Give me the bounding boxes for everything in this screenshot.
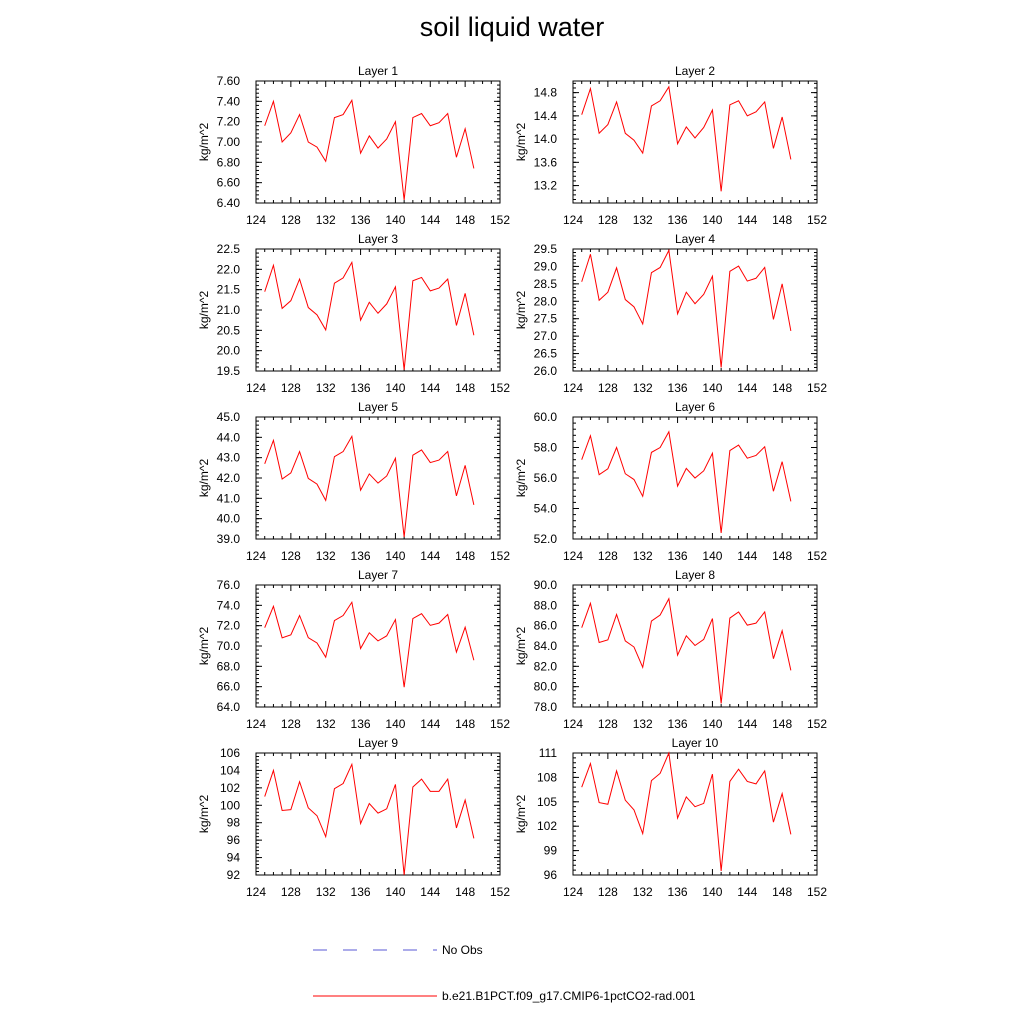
y-tick-label: 45.0 [216,410,240,424]
x-tick-label: 136 [350,213,371,227]
x-tick-label: 128 [597,885,618,899]
y-tick-label: 27.5 [533,311,557,326]
y-tick-label: 7.00 [216,135,240,149]
y-tick-label: 88.0 [533,598,557,613]
y-axis-label: kg/m^2 [197,458,211,498]
y-tick-label: 7.60 [216,74,240,88]
x-tick-label: 152 [489,213,511,227]
x-tick-label: 128 [280,381,301,395]
y-tick-label: 19.5 [216,364,240,378]
x-tick-label: 124 [245,717,267,731]
plot-frame [256,417,500,539]
series-line [265,436,474,537]
x-tick-label: 152 [489,549,511,563]
x-tick-label: 132 [632,549,653,563]
y-tick-label: 26.5 [533,346,557,361]
x-tick-label: 144 [420,717,441,731]
y-tick-label: 6.80 [216,155,240,170]
x-tick-label: 136 [350,885,371,899]
x-tick-label: 128 [280,549,301,563]
y-axis-label: kg/m^2 [514,626,528,666]
y-tick-label: 92 [226,868,240,882]
y-tick-label: 99 [543,843,557,858]
x-tick-label: 136 [350,549,371,563]
x-tick-label: 124 [245,213,267,227]
x-tick-label: 124 [562,549,584,563]
x-tick-label: 152 [806,885,828,899]
x-tick-label: 132 [315,885,336,899]
legend-label: No Obs [442,943,483,957]
x-tick-label: 152 [806,549,828,563]
y-tick-label: 66.0 [216,679,240,694]
panel-title: Layer 5 [357,400,399,414]
y-tick-label: 22.5 [216,242,240,256]
x-tick-label: 144 [737,381,758,395]
x-tick-label: 132 [315,549,336,563]
y-tick-label: 78.0 [533,700,557,714]
y-tick-label: 39.0 [216,532,240,546]
panel-title: Layer 2 [674,64,716,78]
x-tick-label: 148 [455,381,476,395]
x-tick-label: 152 [806,213,828,227]
y-tick-label: 60.0 [533,410,557,424]
x-tick-label: 140 [702,885,723,899]
x-tick-label: 124 [562,717,584,731]
y-tick-label: 96 [226,833,240,848]
x-tick-label: 124 [245,381,267,395]
y-tick-label: 21.5 [216,282,240,297]
figure-title: soil liquid water [419,12,605,42]
x-tick-label: 132 [632,381,653,395]
panel-layer-8 [514,568,827,731]
y-tick-label: 102 [219,780,240,795]
y-axis-label: kg/m^2 [197,290,211,330]
plot-frame [573,753,817,875]
x-tick-label: 128 [597,717,618,731]
x-tick-label: 144 [420,885,441,899]
y-tick-label: 64.0 [216,700,240,714]
y-tick-label: 14.8 [533,85,557,100]
y-tick-label: 6.60 [216,175,240,190]
x-tick-label: 144 [420,381,441,395]
plot-frame [256,585,500,707]
plot-frame [256,81,500,203]
x-tick-label: 148 [772,381,793,395]
y-tick-label: 100 [219,798,240,813]
y-tick-label: 96 [543,868,557,882]
y-tick-label: 14.4 [533,108,557,123]
x-tick-label: 124 [562,885,584,899]
panel-layer-5 [197,400,510,563]
x-tick-label: 148 [772,213,793,227]
series-line [582,753,791,871]
y-tick-label: 90.0 [533,578,557,592]
y-tick-label: 86.0 [533,618,557,633]
panel-title: Layer 4 [674,232,716,246]
series-line [582,599,791,704]
y-tick-label: 98 [226,815,240,830]
y-tick-label: 14.0 [533,132,557,147]
y-tick-label: 29.5 [533,242,557,256]
x-tick-label: 136 [667,717,688,731]
y-axis-label: kg/m^2 [197,122,211,162]
x-tick-label: 124 [245,549,267,563]
panel-title: Layer 8 [674,568,716,582]
panel-title: Layer 3 [357,232,399,246]
y-tick-label: 41.0 [216,491,240,506]
series-line [265,262,474,369]
panel-title: Layer 10 [671,736,719,750]
x-tick-label: 140 [385,549,406,563]
x-tick-label: 144 [737,885,758,899]
panel-title: Layer 6 [674,400,716,414]
y-axis-label: kg/m^2 [197,794,211,834]
x-tick-label: 152 [806,717,828,731]
y-tick-label: 105 [536,794,557,809]
y-tick-label: 40.0 [216,511,240,526]
x-tick-label: 140 [385,213,406,227]
y-tick-label: 108 [536,770,557,785]
x-tick-label: 144 [737,213,758,227]
plot-frame [573,81,817,203]
legend [313,943,696,1003]
x-tick-label: 132 [632,885,653,899]
x-tick-label: 148 [772,885,793,899]
y-tick-label: 58.0 [533,440,557,455]
y-tick-label: 76.0 [216,578,240,592]
y-tick-label: 42.0 [216,471,240,485]
y-tick-label: 43.0 [216,450,240,465]
x-tick-label: 152 [489,381,511,395]
y-tick-label: 28.5 [533,276,557,291]
x-tick-label: 148 [455,885,476,899]
x-tick-label: 140 [702,213,723,227]
panel-layer-7 [197,568,510,731]
y-tick-label: 13.6 [533,155,557,170]
x-tick-label: 136 [667,381,688,395]
y-tick-label: 26.0 [533,364,557,378]
panel-title: Layer 9 [357,736,399,750]
y-axis-label: kg/m^2 [514,458,528,498]
x-tick-label: 128 [597,213,618,227]
panel-title: Layer 1 [357,64,399,78]
panel-layer-1 [197,64,510,227]
series-line [582,250,791,367]
x-tick-label: 128 [280,885,301,899]
x-tick-label: 140 [702,381,723,395]
panel-layer-2 [514,64,827,227]
x-tick-label: 136 [667,549,688,563]
y-tick-label: 56.0 [533,471,557,485]
series-line [265,764,474,875]
y-tick-label: 22.0 [216,262,240,277]
x-tick-label: 140 [385,381,406,395]
x-tick-label: 136 [350,381,371,395]
x-tick-label: 140 [702,549,723,563]
y-tick-label: 74.0 [216,598,240,613]
x-tick-label: 152 [489,717,511,731]
y-tick-label: 7.40 [216,94,240,109]
x-tick-label: 136 [667,213,688,227]
x-tick-label: 128 [280,213,301,227]
panel-layer-6 [514,400,827,563]
y-tick-label: 52.0 [533,532,557,546]
y-tick-label: 6.40 [216,196,240,210]
y-tick-label: 68.0 [216,659,240,674]
legend-label: b.e21.B1PCT.f09_g17.CMIP6-1pctCO2-rad.001 [442,989,696,1003]
y-tick-label: 80.0 [533,679,557,694]
x-tick-label: 148 [455,717,476,731]
x-tick-label: 128 [597,381,618,395]
x-tick-label: 152 [489,885,511,899]
x-tick-label: 140 [702,717,723,731]
x-tick-label: 140 [385,885,406,899]
y-axis-label: kg/m^2 [197,626,211,666]
x-tick-label: 144 [737,717,758,731]
y-tick-label: 27.0 [533,329,557,344]
y-tick-label: 111 [538,746,557,760]
x-tick-label: 148 [772,717,793,731]
series-line [265,602,474,687]
y-tick-label: 102 [536,819,557,834]
x-tick-label: 136 [350,717,371,731]
y-tick-label: 104 [219,763,240,778]
y-tick-label: 84.0 [533,639,557,653]
x-tick-label: 144 [420,213,441,227]
y-tick-label: 29.0 [533,259,557,274]
y-tick-label: 54.0 [533,501,557,516]
y-tick-label: 13.2 [533,178,557,193]
y-tick-label: 106 [219,746,240,760]
x-tick-label: 132 [632,213,653,227]
series-line [582,432,791,533]
x-tick-label: 144 [420,549,441,563]
y-tick-label: 72.0 [216,618,240,633]
y-tick-label: 82.0 [533,659,557,674]
x-tick-label: 132 [315,381,336,395]
panel-layer-4 [514,232,827,395]
series-line [265,100,474,200]
x-tick-label: 128 [280,717,301,731]
panel-title: Layer 7 [357,568,399,582]
x-tick-label: 124 [245,885,267,899]
x-tick-label: 148 [455,213,476,227]
x-tick-label: 132 [632,717,653,731]
y-axis-label: kg/m^2 [514,794,528,834]
x-tick-label: 140 [385,717,406,731]
y-axis-label: kg/m^2 [514,122,528,162]
panel-layer-10 [514,736,827,899]
plot-frame [573,249,817,371]
y-tick-label: 21.0 [216,303,240,317]
x-tick-label: 152 [806,381,828,395]
y-tick-label: 20.5 [216,323,240,338]
x-tick-label: 144 [737,549,758,563]
x-tick-label: 148 [772,549,793,563]
y-axis-label: kg/m^2 [514,290,528,330]
x-tick-label: 136 [667,885,688,899]
panel-layer-3 [197,232,510,395]
y-tick-label: 7.20 [216,114,240,129]
plot-frame [256,249,500,371]
x-tick-label: 132 [315,717,336,731]
y-tick-label: 20.0 [216,343,240,358]
x-tick-label: 148 [455,549,476,563]
panel-layer-9 [197,736,510,899]
y-tick-label: 44.0 [216,430,240,445]
x-tick-label: 124 [562,213,584,227]
x-tick-label: 132 [315,213,336,227]
x-tick-label: 124 [562,381,584,395]
y-tick-label: 28.0 [533,294,557,309]
y-tick-label: 70.0 [216,639,240,653]
series-line [582,87,791,192]
y-tick-label: 94 [226,850,240,865]
x-tick-label: 128 [597,549,618,563]
